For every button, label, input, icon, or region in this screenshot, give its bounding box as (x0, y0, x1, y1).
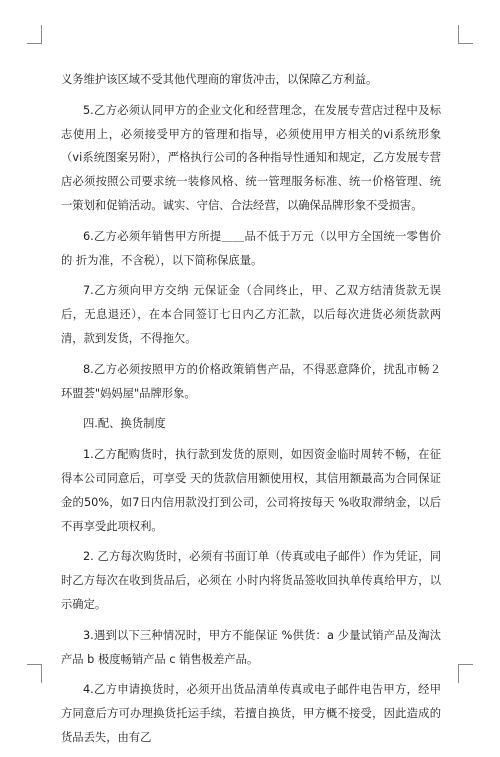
crop-mark-top-left (27, 25, 42, 44)
paragraph-item-3: 3.遇到以下三种情况时，甲方不能保证 %供货：a 少量试销产品及淘汰产品 b 极度畅销产品 c 销售极差产品。 (61, 628, 441, 666)
paragraph-continuation: 义务维护该区域不受其他代理商的窜货冲击，以保障乙方利益。 (61, 73, 378, 86)
crop-mark-top-right (458, 25, 473, 44)
document-body (61, 68, 441, 757)
paragraph-clause-7: 7.乙方须向甲方交纳 元保证金（合同终止，甲、乙双方结清货款无误后，无息退还），在本合同签订七日内乙方汇款，以后每次进货必须货款两清，款到发货，不得拖欠。 (61, 284, 441, 345)
paragraph-item-2: 2. 乙方每次购货时，必须有书面订单（传真或电子邮件）作为凭证，同时乙方每次在收到货品后，必须在 小时内将货品签收回执单传真给甲方，以示确定。 (61, 550, 441, 611)
paragraph-clause-5: 5.乙方必须认同甲方的企业文化和经营理念，在发展专营店过程中及标志使用上，必须接受甲方的管理和指导，必须使用甲方相关的vi系统形象（vi系统图案另附），严格执行公司的各种指导性通知和规定，乙方发展专营店必须按照公司要求统一装修风格、统一管理服务标准、统一价格管理、统一策划和促销活动。诚实、守信、合法经营，以确保品牌形象不受损害。 (61, 103, 441, 212)
paragraph-item-1: 1.乙方配购货时，执行款到发货的原则，如因资金临时周转不畅，在征得本公司同意后，可享受 天的货款信用额使用权，其信用额最高为合同保证金的50%，如7日内信用款没打到公司，公司将按每天 %收取滞纳金，以后不再享受此项权利。 (61, 448, 441, 533)
paragraph-item-4: 4.乙方申请换货时，必须开出货品清单传真或电子邮件电告甲方，经甲方同意后方可办理换货托运手续，若擅自换货，甲方概不接受，因此造成的货品丢失，由有乙 (61, 683, 441, 744)
paragraph-clause-8: 8.乙方必须按照甲方的价格政策销售产品，不得恶意降价，扰乱市畅２环盟荟"妈妈屋"品牌形象。 (61, 362, 441, 400)
section-heading-4: 四.配、换货制度 (83, 417, 166, 431)
crop-mark-bottom-right (458, 664, 473, 683)
paragraph-clause-6: 6.乙方必须年销售甲方所提＿＿品不低于万元（以甲方全国统一零售价的 折为准，不含税），以下简称保底量。 (61, 229, 441, 267)
crop-mark-bottom-left (27, 664, 42, 683)
